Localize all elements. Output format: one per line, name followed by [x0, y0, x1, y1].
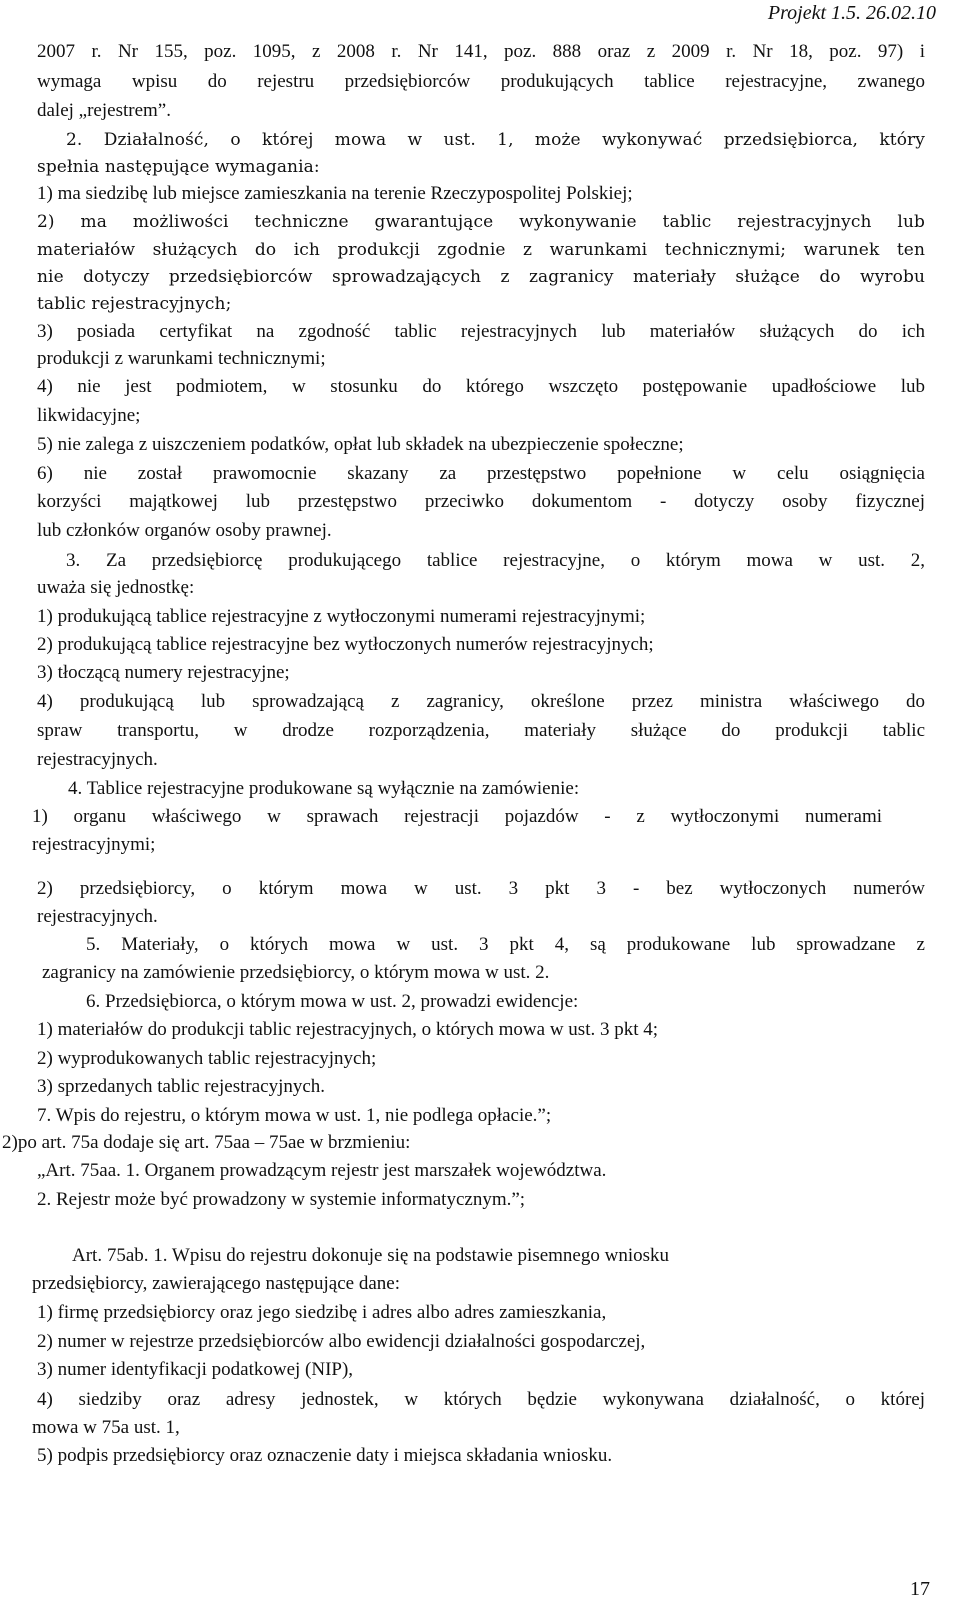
text-line: tablic rejestracyjnych; — [37, 294, 232, 314]
text-line: 3) tłoczącą numery rejestracyjne; — [37, 662, 290, 683]
text-line: wymaga wpisu do rejestru przedsiębiorców produkujących tablice rejestracyjne, zwanego — [37, 71, 925, 92]
text-line: 4. Tablice rejestracyjne produkowane są wyłącznie na zamówienie: — [68, 778, 580, 799]
text-line: „Art. 75aa. 1. Organem prowadzącym rejestr jest marszałek województwa. — [37, 1160, 607, 1181]
text-line: Art. 75ab. 1. Wpisu do rejestru dokonuje się na podstawie pisemnego wniosku — [72, 1245, 669, 1266]
text-line: lub członków organów osoby prawnej. — [37, 520, 332, 541]
text-line: 2)po art. 75a dodaje się art. 75aa – 75ae w brzmieniu: — [2, 1132, 411, 1153]
text-line: 2. Działalność, o której mowa w ust. 1, może wykonywać przedsiębiorca, który — [66, 130, 925, 150]
text-line: przedsiębiorcy, zawierającego następujące dane: — [32, 1273, 401, 1294]
text-line: 7. Wpis do rejestru, o którym mowa w ust. 1, nie podlega opłacie.”; — [37, 1105, 552, 1126]
text-line: 4) nie jest podmiotem, w stosunku do którego wszczęto postępowanie upadłościowe lub — [37, 376, 925, 397]
text-line: 3) posiada certyfikat na zgodność tablic rejestracyjnych lub materiałów służących do ich — [37, 321, 925, 342]
text-line: spraw transportu, w drodze rozporządzenia, materiały służące do produkcji tablic — [37, 720, 925, 741]
text-line: materiałów służących do ich produkcji zgodnie z warunkami technicznymi; warunek ten — [37, 240, 925, 260]
text-line: 5) podpis przedsiębiorcy oraz oznaczenie daty i miejsca składania wniosku. — [37, 1445, 613, 1466]
text-line: 6. Przedsiębiorca, o którym mowa w ust. 2, prowadzi ewidencje: — [86, 991, 579, 1012]
text-line: 4) siedziby oraz adresy jednostek, w których będzie wykonywana działalność, o której — [37, 1389, 925, 1410]
text-line: 3. Za przedsiębiorcę produkującego tablice rejestracyjne, o którym mowa w ust. 2, — [66, 550, 925, 571]
text-line: rejestracyjnymi; — [32, 834, 156, 855]
text-line: 2) wyprodukowanych tablic rejestracyjnych; — [37, 1048, 377, 1069]
text-line: 2) numer w rejestrze przedsiębiorców albo ewidencji działalności gospodarczej, — [37, 1331, 646, 1352]
text-line: korzyści majątkowej lub przestępstwo przeciwko dokumentom - dotyczy osoby fizycznej — [37, 491, 925, 512]
text-line: zagranicy na zamówienie przedsiębiorcy, o którym mowa w ust. 2. — [42, 962, 550, 983]
text-line: 1) firmę przedsiębiorcy oraz jego siedzibę i adres albo adres zamieszkania, — [37, 1302, 607, 1323]
text-line: 1) ma siedzibę lub miejsce zamieszkania na terenie Rzeczypospolitej Polskiej; — [37, 183, 633, 204]
text-line: rejestracyjnych. — [37, 906, 158, 927]
text-line: 2) przedsiębiorcy, o którym mowa w ust. 3 pkt 3 - bez wytłoczonych numerów — [37, 878, 925, 899]
text-line: 5) nie zalega z uiszczeniem podatków, opłat lub składek na ubezpieczenie społeczne; — [37, 434, 684, 455]
text-line: 1) organu właściwego w sprawach rejestracji pojazdów - z wytłoczonymi numerami — [32, 806, 882, 827]
text-line: uważa się jednostkę: — [37, 577, 195, 598]
text-line: 2) produkującą tablice rejestracyjne bez wytłoczonych numerów rejestracyjnych; — [37, 634, 654, 655]
text-line: produkcji z warunkami technicznymi; — [37, 348, 326, 369]
text-line: 2) ma możliwości techniczne gwarantujące wykonywanie tablic rejestracyjnych lub — [37, 212, 925, 232]
text-line: 5. Materiały, o których mowa w ust. 3 pkt 4, są produkowane lub sprowadzane z — [86, 934, 925, 955]
text-line: 1) materiałów do produkcji tablic rejestracyjnych, o których mowa w ust. 3 pkt 4; — [37, 1019, 659, 1040]
text-line: 2. Rejestr może być prowadzony w systemie informatycznym.”; — [37, 1189, 526, 1210]
text-line: spełnia następujące wymagania: — [37, 157, 320, 177]
text-line: 3) numer identyfikacji podatkowej (NIP), — [37, 1359, 354, 1380]
text-line: nie dotyczy przedsiębiorców sprowadzających z zagranicy materiały służące do wyrobu — [37, 267, 925, 287]
text-line: 3) sprzedanych tablic rejestracyjnych. — [37, 1076, 326, 1097]
text-line: 2007 r. Nr 155, poz. 1095, z 2008 r. Nr 141, poz. 888 oraz z 2009 r. Nr 18, poz. 97) i — [37, 41, 925, 62]
text-line: 4) produkującą lub sprowadzającą z zagranicy, określone przez ministra właściwego do — [37, 691, 925, 712]
text-line: mowa w 75a ust. 1, — [32, 1417, 180, 1438]
text-line: 1) produkującą tablice rejestracyjne z wytłoczonymi numerami rejestracyjnymi; — [37, 606, 646, 627]
page-number: 17 — [910, 1578, 930, 1600]
text-line: likwidacyjne; — [37, 405, 141, 426]
text-line: 6) nie został prawomocnie skazany za przestępstwo popełnione w celu osiągnięcia — [37, 463, 925, 484]
text-line: dalej „rejestrem”. — [37, 100, 171, 121]
page-header: Projekt 1.5. 26.02.10 — [767, 2, 936, 24]
text-line: rejestracyjnych. — [37, 749, 158, 770]
